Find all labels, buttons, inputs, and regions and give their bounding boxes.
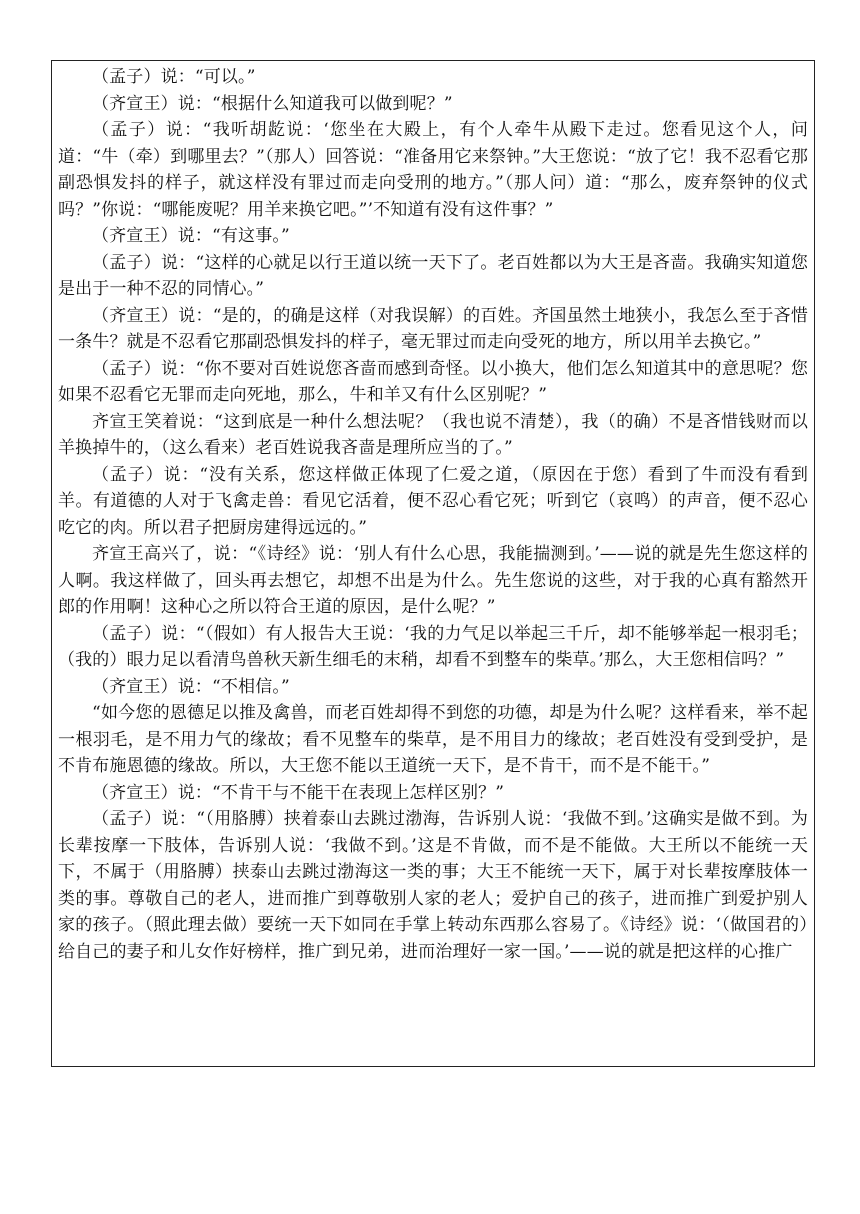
paragraph: （孟子）说：“没有关系，您这样做正体现了仁爱之道，（原因在于您）看到了牛而没有看到羊。有道德的人对于飞禽走兽：看见它活着，便不忍心看它死；听到它（哀鸣）的声音，便不忍心吃它的肉。所以君子把厨房建得远远的。” — [58, 464, 808, 538]
document-body — [58, 64, 808, 965]
paragraph: （齐宣王）说：“不肯干与不能干在表现上怎样区别？” — [92, 782, 505, 803]
paragraph: （齐宣王）说：“不相信。” — [92, 676, 290, 697]
paragraph: （孟子）说：“（用胳膊）挟着泰山去跳过渤海，告诉别人说：‘我做不到。’这确实是做不到。为长辈按摩一下肢体，告诉别人说：‘我做不到。’这是不肯做，而不是不能做。大王所以不能统一天下，不属于（用胳膊）挟泰山去跳过渤海这一类的事；大王不能统一天下，属于对长辈按摩肢体一类的事。尊敬自己的老人，进而推广到尊敬别人家的老人；爱护自己的孩子，进而推广到爱护别人家的孩子。（照此理去做）要统一天下如同在手掌上转动东西那么容易了。《诗经》说：‘（做国君的）给自己的妻子和儿女作好榜样，推广到兄弟，进而治理好一家一国。’——说的就是把这样的心推广 — [58, 809, 808, 962]
paragraph: （孟子）说：“这样的心就足以行王道以统一天下了。老百姓都以为大王是吝啬。我确实知道您是出于一种不忍的同情心。” — [58, 252, 808, 299]
document-frame — [51, 60, 815, 1067]
paragraph: （孟子）说：“你不要对百姓说您吝啬而感到奇怪。以小换大，他们怎么知道其中的意思呢？您如果不忍看它无罪而走向死地，那么，牛和羊又有什么区别呢？” — [58, 358, 808, 405]
paragraph: （孟子）说：“（假如）有人报告大王说：‘我的力气足以举起三千斤，却不能够举起一根羽毛；（我的）眼力足以看清鸟兽秋天新生细毛的末稍，却看不到整车的柴草。’那么，大王您相信吗？” — [58, 623, 808, 670]
paragraph: （孟子）说：“我听胡龁说：‘您坐在大殿上，有个人牵牛从殿下走过。您看见这个人，问道：“牛（牵）到哪里去？”（那人）回答说：“准备用它来祭钟。”大王您说：“放了它！我不忍看它那副恐惧发抖的样子，就这样没有罪过而走向受刑的地方。”（那人问）道：“那么，废弃祭钟的仪式吗？”你说：“哪能废呢？用羊来换它吧。”’不知道有没有这件事？” — [58, 120, 808, 220]
paragraph: （齐宣王）说：“有这事。” — [92, 226, 290, 246]
paragraph: （孟子）说：“可以。” — [92, 67, 256, 87]
paragraph: （齐宣王）说：“根据什么知道我可以做到呢？” — [92, 93, 453, 114]
paragraph: “如今您的恩德足以推及禽兽，而老百姓却得不到您的功德，却是为什么呢？这样看来，举不起一根羽毛，是不用力气的缘故；看不见整车的柴草，是不用目力的缘故；老百姓没有受到受护，是不肯布施恩德的缘故。所以，大王您不能以王道统一天下，是不肯干，而不是不能干。” — [58, 703, 808, 776]
paragraph: （齐宣王）说：“是的，的确是这样（对我误解）的百姓。齐国虽然土地狭小，我怎么至于吝惜一条牛？就是不忍看它那副恐惧发抖的样子，毫无罪过而走向受死的地方，所以用羊去换它。” — [58, 305, 808, 352]
paragraph: 齐宣王高兴了，说：“《诗经》说：‘别人有什么心思，我能揣测到。’——说的就是先生您这样的人啊。我这样做了，回头再去想它，却想不出是为什么。先生您说的这些，对于我的心真有豁然开郎的作用啊！这种心之所以符合王道的原因，是什么呢？” — [58, 544, 808, 617]
paragraph: 齐宣王笑着说：“这到底是一种什么想法呢？（我也说不清楚），我（的确）不是吝惜钱财而以羊换掉牛的，（这么看来）老百姓说我吝啬是理所应当的了。” — [58, 411, 808, 458]
